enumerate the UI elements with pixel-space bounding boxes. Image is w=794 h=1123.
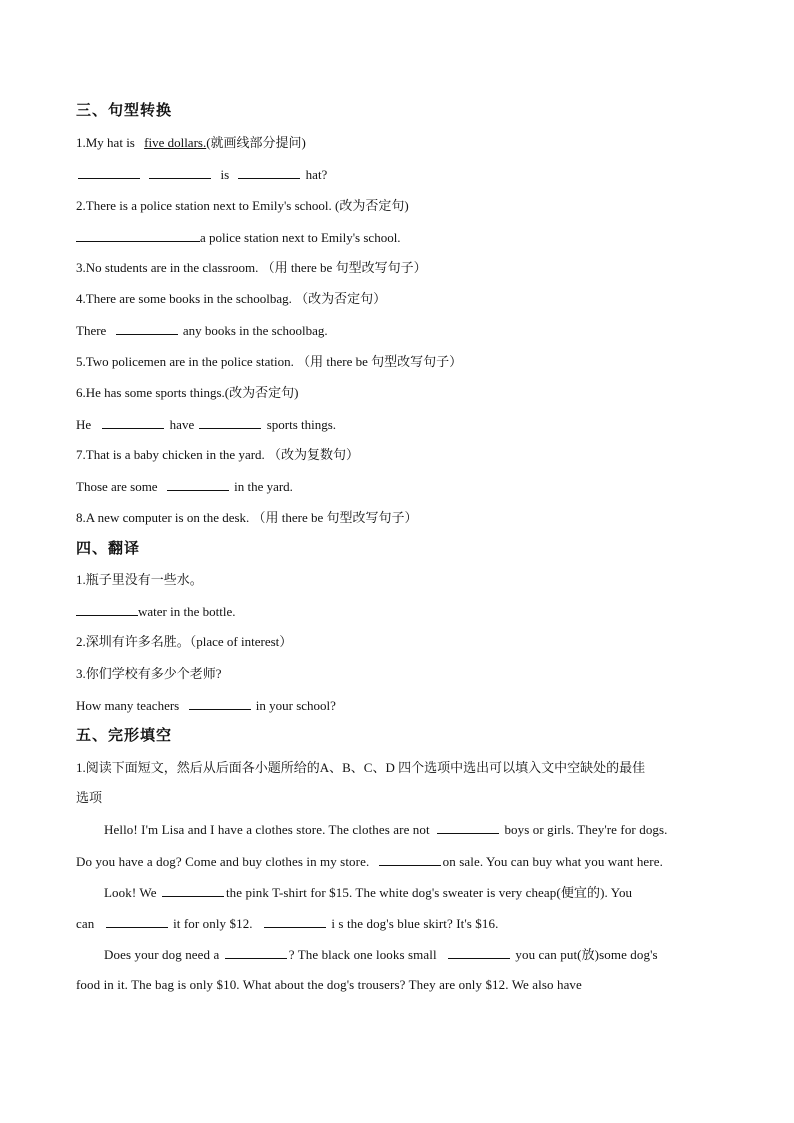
answer-3-2 <box>76 228 401 247</box>
passage-text: ? The black one looks small <box>288 947 437 962</box>
passage-text: boys or girls. They're for dogs. <box>504 822 668 837</box>
passage-text: can <box>76 916 95 931</box>
question-3-2: 2.There is a police station next to Emily's school. (改为否定句) <box>76 198 409 213</box>
answer-text: is <box>220 167 230 182</box>
answer-3-4 <box>76 321 328 340</box>
answer-4-3 <box>76 696 336 715</box>
answer-blank[interactable] <box>76 228 200 242</box>
question-3-7: 7.That is a baby chicken in the yard. （改为复数句） <box>76 447 360 462</box>
answer-blank[interactable] <box>78 165 140 179</box>
passage-line <box>76 914 498 933</box>
answer-blank[interactable] <box>189 696 251 710</box>
answer-text: a police station next to Emily's school. <box>200 230 401 245</box>
answer-text: hat? <box>305 167 328 182</box>
passage-blank[interactable] <box>162 883 224 897</box>
underlined-phrase: five dollars. <box>144 135 207 150</box>
answer-text: in your school? <box>255 698 336 713</box>
answer-3-6 <box>76 415 336 434</box>
answer-text: in the yard. <box>234 479 293 494</box>
instruction-line-2: 选项 <box>76 790 103 805</box>
answer-blank[interactable] <box>238 165 300 179</box>
passage-line <box>76 852 663 871</box>
answer-text: Those are some <box>76 479 158 494</box>
passage-text: the pink T-shirt for $15. The white dog's sweater is very cheap(便宜的). You <box>225 885 633 900</box>
answer-text: water in the bottle. <box>138 604 236 619</box>
answer-blank[interactable] <box>199 415 261 429</box>
passage-blank[interactable] <box>225 945 287 959</box>
question-3-8: 8.A new computer is on the desk. （用 there be 句型改写句子） <box>76 510 418 525</box>
question-3-6: 6.He has some sports things.(改为否定句) <box>76 385 299 400</box>
answer-blank[interactable] <box>167 477 229 491</box>
passage-text: Hello! I'm Lisa and I have a clothes store. The clothes are not <box>104 822 430 837</box>
instruction-line-1: 1.阅读下面短文，然后从后面各小题所给的A、B、C、D 四个选项中选出可以填入文中空缺处的最佳 <box>76 760 646 775</box>
answer-text: have <box>169 417 195 432</box>
passage-line <box>104 883 632 902</box>
question-4-1: 1.瓶子里没有一些水。 <box>76 572 203 587</box>
answer-3-7 <box>76 477 293 496</box>
question-3-1 <box>76 134 306 152</box>
passage-text: Do you have a dog? Come and buy clothes in my store. <box>76 854 370 869</box>
answer-blank[interactable] <box>149 165 211 179</box>
passage-blank[interactable] <box>106 914 168 928</box>
answer-text: any books in the schoolbag. <box>182 323 328 338</box>
q-instruction: (就画线部分提问) <box>206 135 306 150</box>
passage-text: i s the dog's blue skirt? It's $16. <box>331 916 499 931</box>
answer-blank[interactable] <box>102 415 164 429</box>
answer-text: There <box>76 323 107 338</box>
question-3-3: 3.No students are in the classroom. （用 there be 句型改写句子） <box>76 260 427 275</box>
passage-text: on sale. You can buy what you want here. <box>442 854 663 869</box>
question-4-2: 2.深圳有许多名胜。（place of interest） <box>76 634 293 649</box>
question-3-4: 4.There are some books in the schoolbag. （改为否定句） <box>76 291 387 306</box>
passage-text: it for only $12. <box>173 916 253 931</box>
section-heading-3: 三、句型转换 <box>76 101 173 119</box>
answer-blank[interactable] <box>76 602 138 616</box>
passage-line: food in it. The bag is only $10. What about the dog's trousers? They are only $12. We also have <box>76 977 582 992</box>
passage-line <box>104 945 658 964</box>
passage-line <box>104 820 668 839</box>
question-4-3: 3.你们学校有多少个老师? <box>76 666 222 681</box>
passage-blank[interactable] <box>437 820 499 834</box>
answer-3-1 <box>76 165 327 184</box>
answer-4-1 <box>76 602 235 621</box>
answer-text: He <box>76 417 92 432</box>
answer-text: sports things. <box>266 417 337 432</box>
answer-text: How many teachers <box>76 698 180 713</box>
section-heading-4: 四、翻译 <box>76 539 141 557</box>
passage-blank[interactable] <box>264 914 326 928</box>
passage-text: Look! We <box>104 885 157 900</box>
question-3-5: 5.Two policemen are in the police station. （用 there be 句型改写句子） <box>76 354 463 369</box>
section-heading-5: 五、完形填空 <box>76 726 173 744</box>
passage-blank[interactable] <box>448 945 510 959</box>
q-text: 1.My hat is <box>76 135 139 150</box>
passage-blank[interactable] <box>379 852 441 866</box>
passage-text: you can put(放)some dog's <box>515 947 658 962</box>
answer-blank[interactable] <box>116 321 178 335</box>
passage-text: Does your dog need a <box>104 947 220 962</box>
